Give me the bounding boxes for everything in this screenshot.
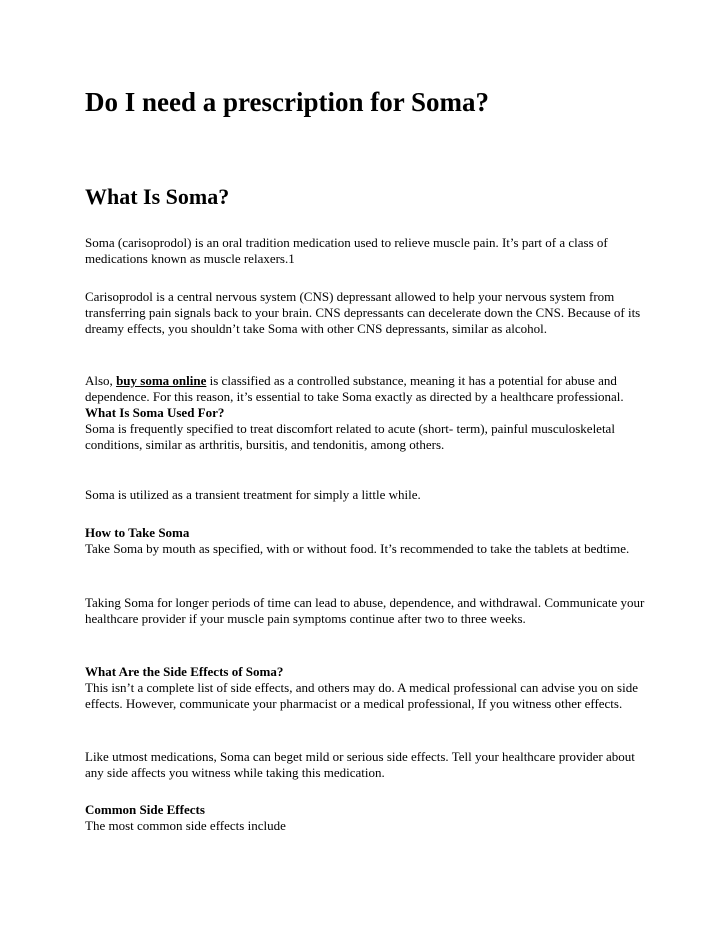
paragraph-longer-periods: Taking Soma for longer periods of time can lead to abuse, dependence, and withdrawal. Communicate your healthcare provider if your muscle pain symptoms continue after two to three weeks. bbox=[85, 595, 645, 626]
side-effects-block bbox=[85, 664, 645, 712]
how-to-take-heading: How to Take Soma bbox=[85, 525, 190, 540]
buy-soma-online-link[interactable]: buy soma online bbox=[116, 373, 207, 388]
side-effects-text: This isn’t a complete list of side effects, and others may do. A medical professional can advise you on side effects. However, communicate your pharmacist or a medical professional, If you witness other effects. bbox=[85, 680, 638, 711]
page-title: Do I need a prescription for Soma? bbox=[85, 87, 489, 117]
used-for-text: Soma is frequently specified to treat discomfort related to acute (short- term), painful musculoskeletal conditions, similar as arthritis, bursitis, and tendonitis, among others. bbox=[85, 421, 615, 452]
used-for-heading: What Is Soma Used For? bbox=[85, 405, 225, 420]
common-side-effects-text: The most common side effects include bbox=[85, 818, 286, 833]
how-to-take-block bbox=[85, 525, 645, 557]
common-side-effects-block bbox=[85, 802, 645, 834]
paragraph-cns: Carisoprodol is a central nervous system (CNS) depressant allowed to help your nervous system from transferring pain signals back to your brain. CNS depressants can decelerate down the CNS. Because of its dreamy effects, you shouldn’t take Soma with other CNS depressants, similar as alcohol. bbox=[85, 289, 641, 336]
paragraph-mild-serious: Like utmost medications, Soma can beget mild or serious side effects. Tell your healthcare provider about any side affects you witness while taking this medication. bbox=[85, 749, 635, 780]
paragraph-transient: Soma is utilized as a transient treatment for simply a little while. bbox=[85, 487, 421, 502]
how-to-take-text: Take Soma by mouth as specified, with or without food. It’s recommended to take the tablets at bedtime. bbox=[85, 541, 630, 556]
paragraph-controlled-prefix: Also, bbox=[85, 373, 117, 388]
section-heading: What Is Soma? bbox=[85, 184, 230, 209]
paragraph-controlled-suffix: is classified as a controlled substance, meaning it has a potential for abuse and dependence. For this reason, it’s essential to take Soma exactly as directed by a healthcare professional. bbox=[85, 373, 624, 404]
paragraph-controlled bbox=[85, 373, 645, 453]
paragraph-intro: Soma (carisoprodol) is an oral tradition medication used to relieve muscle pain. It’s part of a class of medications known as muscle relaxers.1 bbox=[85, 235, 608, 266]
common-side-effects-heading: Common Side Effects bbox=[85, 802, 205, 817]
side-effects-heading: What Are the Side Effects of Soma? bbox=[85, 664, 284, 679]
